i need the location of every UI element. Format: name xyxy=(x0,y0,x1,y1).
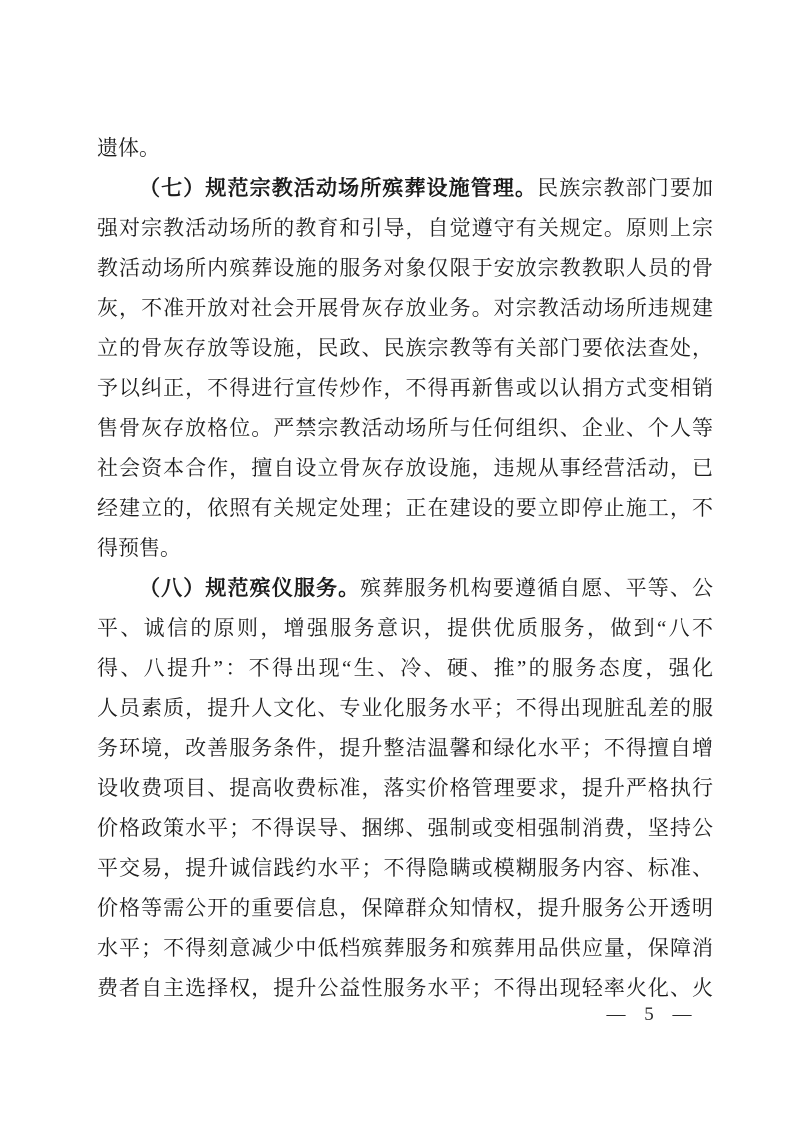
section-heading-8: （八）规范殡仪服务。 xyxy=(139,576,361,600)
body-line: 费者自主选择权，提升公益性服务水平；不得出现轻率火化、火 xyxy=(97,976,713,1000)
section-heading-7: （七）规范宗教活动场所殡葬设施管理。 xyxy=(139,176,538,200)
body-line: 遗体。 xyxy=(97,136,160,160)
body-line: 平、诚信的原则，增强服务意识，提供优质服务，做到“八不 xyxy=(97,616,713,640)
body-line: 售骨灰存放格位。严禁宗教活动场所与任何组织、企业、个人等 xyxy=(97,416,713,440)
document-text-block xyxy=(97,128,713,1008)
body-line: 灰，不准开放对社会开展骨灰存放业务。对宗教活动场所违规建 xyxy=(97,296,713,320)
body-line: 得、八提升”：不得出现“生、冷、硬、推”的服务态度，强化 xyxy=(97,656,713,680)
body-line: 教活动场所内殡葬设施的服务对象仅限于安放宗教教职人员的骨 xyxy=(97,256,713,280)
body-line: 人员素质，提升人文化、专业化服务水平；不得出现脏乱差的服 xyxy=(97,696,713,720)
body-line: 强对宗教活动场所的教育和引导，自觉遵守有关规定。原则上宗 xyxy=(97,216,713,240)
body-line: 务环境，改善服务条件，提升整洁温馨和绿化水平；不得擅自增 xyxy=(97,736,713,760)
page-number: — 5 — xyxy=(606,1004,694,1025)
body-line: 设收费项目、提高收费标准，落实价格管理要求，提升严格执行 xyxy=(97,776,713,800)
body-line: 予以纠正，不得进行宣传炒作，不得再新售或以认捐方式变相销 xyxy=(97,376,713,400)
body-line: 得预售。 xyxy=(97,536,181,560)
body-line: 价格等需公开的重要信息，保障群众知情权，提升服务公开透明 xyxy=(97,896,713,920)
body-line: 经建立的，依照有关规定处理；正在建设的要立即停止施工，不 xyxy=(97,496,713,520)
body-line: 水平；不得刻意减少中低档殡葬服务和殡葬用品供应量，保障消 xyxy=(97,936,713,960)
body-line xyxy=(97,168,713,208)
body-line-text: 殡葬服务机构要遵循自愿、平等、公 xyxy=(360,576,713,600)
body-line-text: 民族宗教部门要加 xyxy=(537,176,713,200)
body-line: 平交易，提升诚信践约水平；不得隐瞒或模糊服务内容、标准、 xyxy=(97,856,713,880)
body-line: 立的骨灰存放等设施，民政、民族宗教等有关部门要依法查处， xyxy=(97,336,713,360)
body-line: 价格政策水平；不得误导、捆绑、强制或变相强制消费，坚持公 xyxy=(97,816,713,840)
body-line xyxy=(97,568,713,608)
body-line: 社会资本合作，擅自设立骨灰存放设施，违规从事经营活动，已 xyxy=(97,456,713,480)
